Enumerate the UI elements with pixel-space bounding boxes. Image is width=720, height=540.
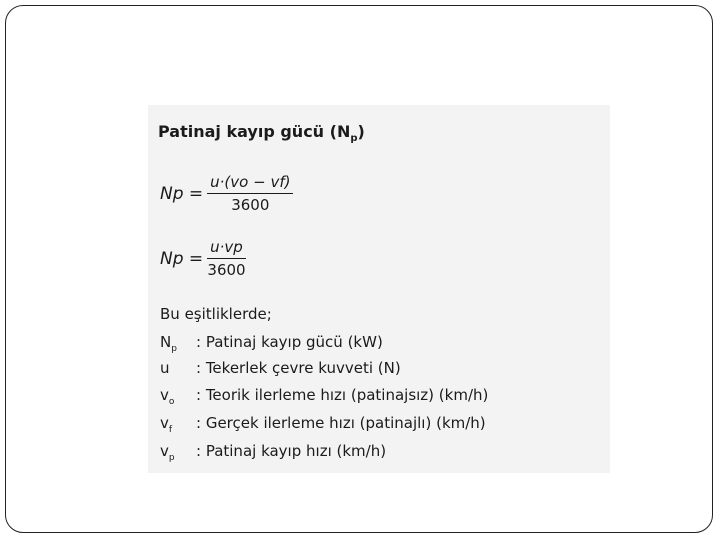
section-title: Patinaj kayıp gücü $(N_p)$: [158, 122, 365, 145]
definition-text: : Teorik ilerleme hızı (patinajsız) (km/h): [196, 386, 489, 404]
equation-1-fraction: [207, 173, 293, 214]
definition-text: : Tekerlek çevre kuvveti (N): [196, 359, 401, 377]
equation-1-numerator: u·(vo − vf): [207, 173, 293, 194]
definition-item: $v_p$ : Patinaj kayıp hızı (km/h): [160, 442, 387, 463]
definition-item: $v_o$ : Teorik ilerleme hızı (patinajsız) (km/h): [160, 386, 489, 407]
definition-text: : Patinaj kayıp gücü (kW): [196, 333, 383, 351]
equation-2-fraction: [207, 238, 246, 279]
definition-item: $N_p$ : Patinaj kayıp gücü (kW): [160, 333, 383, 354]
equation-2-numerator: u·vp: [207, 238, 246, 259]
equation-2-lhs: Np =: [160, 248, 204, 269]
definition-item: $v_f$ : Gerçek ilerleme hızı (patinajlı) (km/h): [160, 414, 486, 435]
equation-1-lhs: Np =: [160, 183, 204, 204]
scanned-page: [148, 105, 610, 473]
definition-text: : Gerçek ilerleme hızı (patinajlı) (km/h): [196, 414, 486, 432]
equation-1: [160, 173, 293, 214]
equation-1-denominator: 3600: [231, 196, 270, 214]
definition-item: u : Tekerlek çevre kuvveti (N): [160, 359, 401, 380]
definition-text: : Patinaj kayıp hızı (km/h): [196, 442, 387, 460]
intro-text: Bu eşitliklerde;: [160, 305, 272, 323]
equation-2-denominator: 3600: [207, 261, 246, 279]
equation-2: [160, 238, 246, 279]
